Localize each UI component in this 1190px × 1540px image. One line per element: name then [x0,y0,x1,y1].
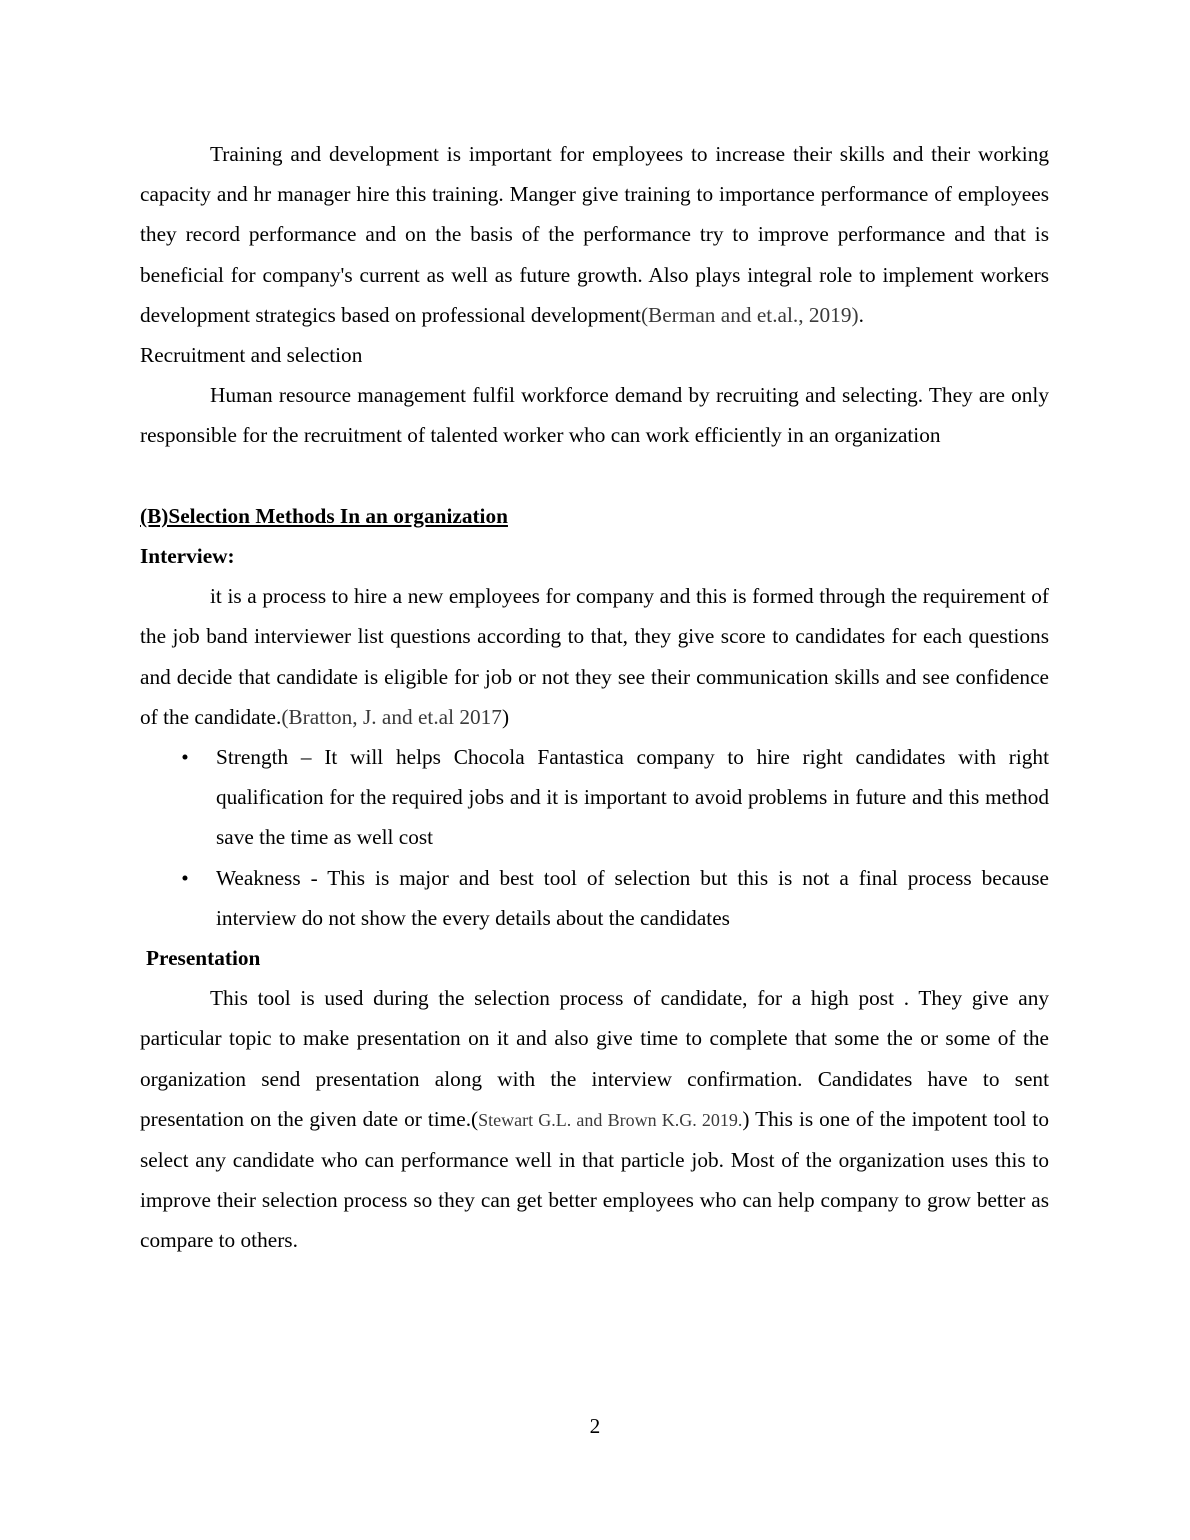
citation-open-paren: ( [471,1106,479,1131]
bullet-icon: • [181,865,189,890]
paragraph-interview-end: ) [501,704,510,729]
bullet-icon: • [181,745,189,770]
presentation-heading: Presentation [146,946,261,971]
list-item-weakness [140,858,1049,938]
blank-line [140,456,1049,496]
paragraph-interview [140,576,1049,737]
paragraph-recruitment: Human resource management fulfil workforce demand by recruiting and selecting. They are only responsible for the recruitment of talented worker who can work efficiently in an organization [140,383,1049,448]
citation-stewart: Stewart G.L. and Brown K.G. 2019. [478,1109,743,1130]
citation-bratton: (Bratton, J. and et.al 2017 [281,704,502,729]
citation-berman: (Berman and et.al., 2019) [640,302,859,327]
list-item-text: Strength – It will helps Chocola Fantastica company to hire right candidates with right qualification for the required jobs and it is important to avoid problems in future and this method save the time as well cost [216,745,1049,850]
recruitment-heading: Recruitment and selection [140,343,363,368]
paragraph-presentation-rest: This is one of the impotent tool to select any candidate who can performance well in that particle job. Most of the organization uses this to improve their selection process so they can get better employees who can help company to grow better as compare to others. [140,1106,1049,1253]
paragraph-training [140,134,1049,335]
list-item-strength [140,737,1049,858]
citation-close-paren: ) [742,1106,750,1131]
section-b-title: (B)Selection Methods In an organization [140,503,508,528]
paragraph-presentation [140,978,1049,1260]
paragraph-training-end: . [858,302,864,327]
paragraph-training-text: Training and development is important for employees to increase their skills and their working capacity and hr manager hire this training. Manger give training to importance performance of employees they record performance and on the basis of the performance try to improve performance and that is beneficial for company's current as well as future growth. Also plays integral role to implement workers development strategics based on professional development [140,142,1049,327]
paragraph-presentation-text: This tool is used during the selection process of candidate, for a high post . They give any particular topic to make presentation on it and also give time to complete that some the or some of the organization send presentation along with the interview confirmation. Candidates have to sent presentation on the given date or time. [140,986,1049,1131]
document-page [140,134,1049,1261]
bullet-list [140,737,1049,938]
page-number: 2 [589,1414,601,1438]
paragraph-interview-text: it is a process to hire a new employees for company and this is formed through the requirement of the job band interviewer list questions according to that, they give score to candidates for each questions and decide that candidate is eligible for job or not they see their communication skills and see confidence of the candidate. [140,584,1049,729]
interview-heading: Interview: [140,544,235,569]
list-item-text: Weakness - This is major and best tool of selection but this is not a final process because interview do not show the every details about the candidates [216,865,1049,930]
